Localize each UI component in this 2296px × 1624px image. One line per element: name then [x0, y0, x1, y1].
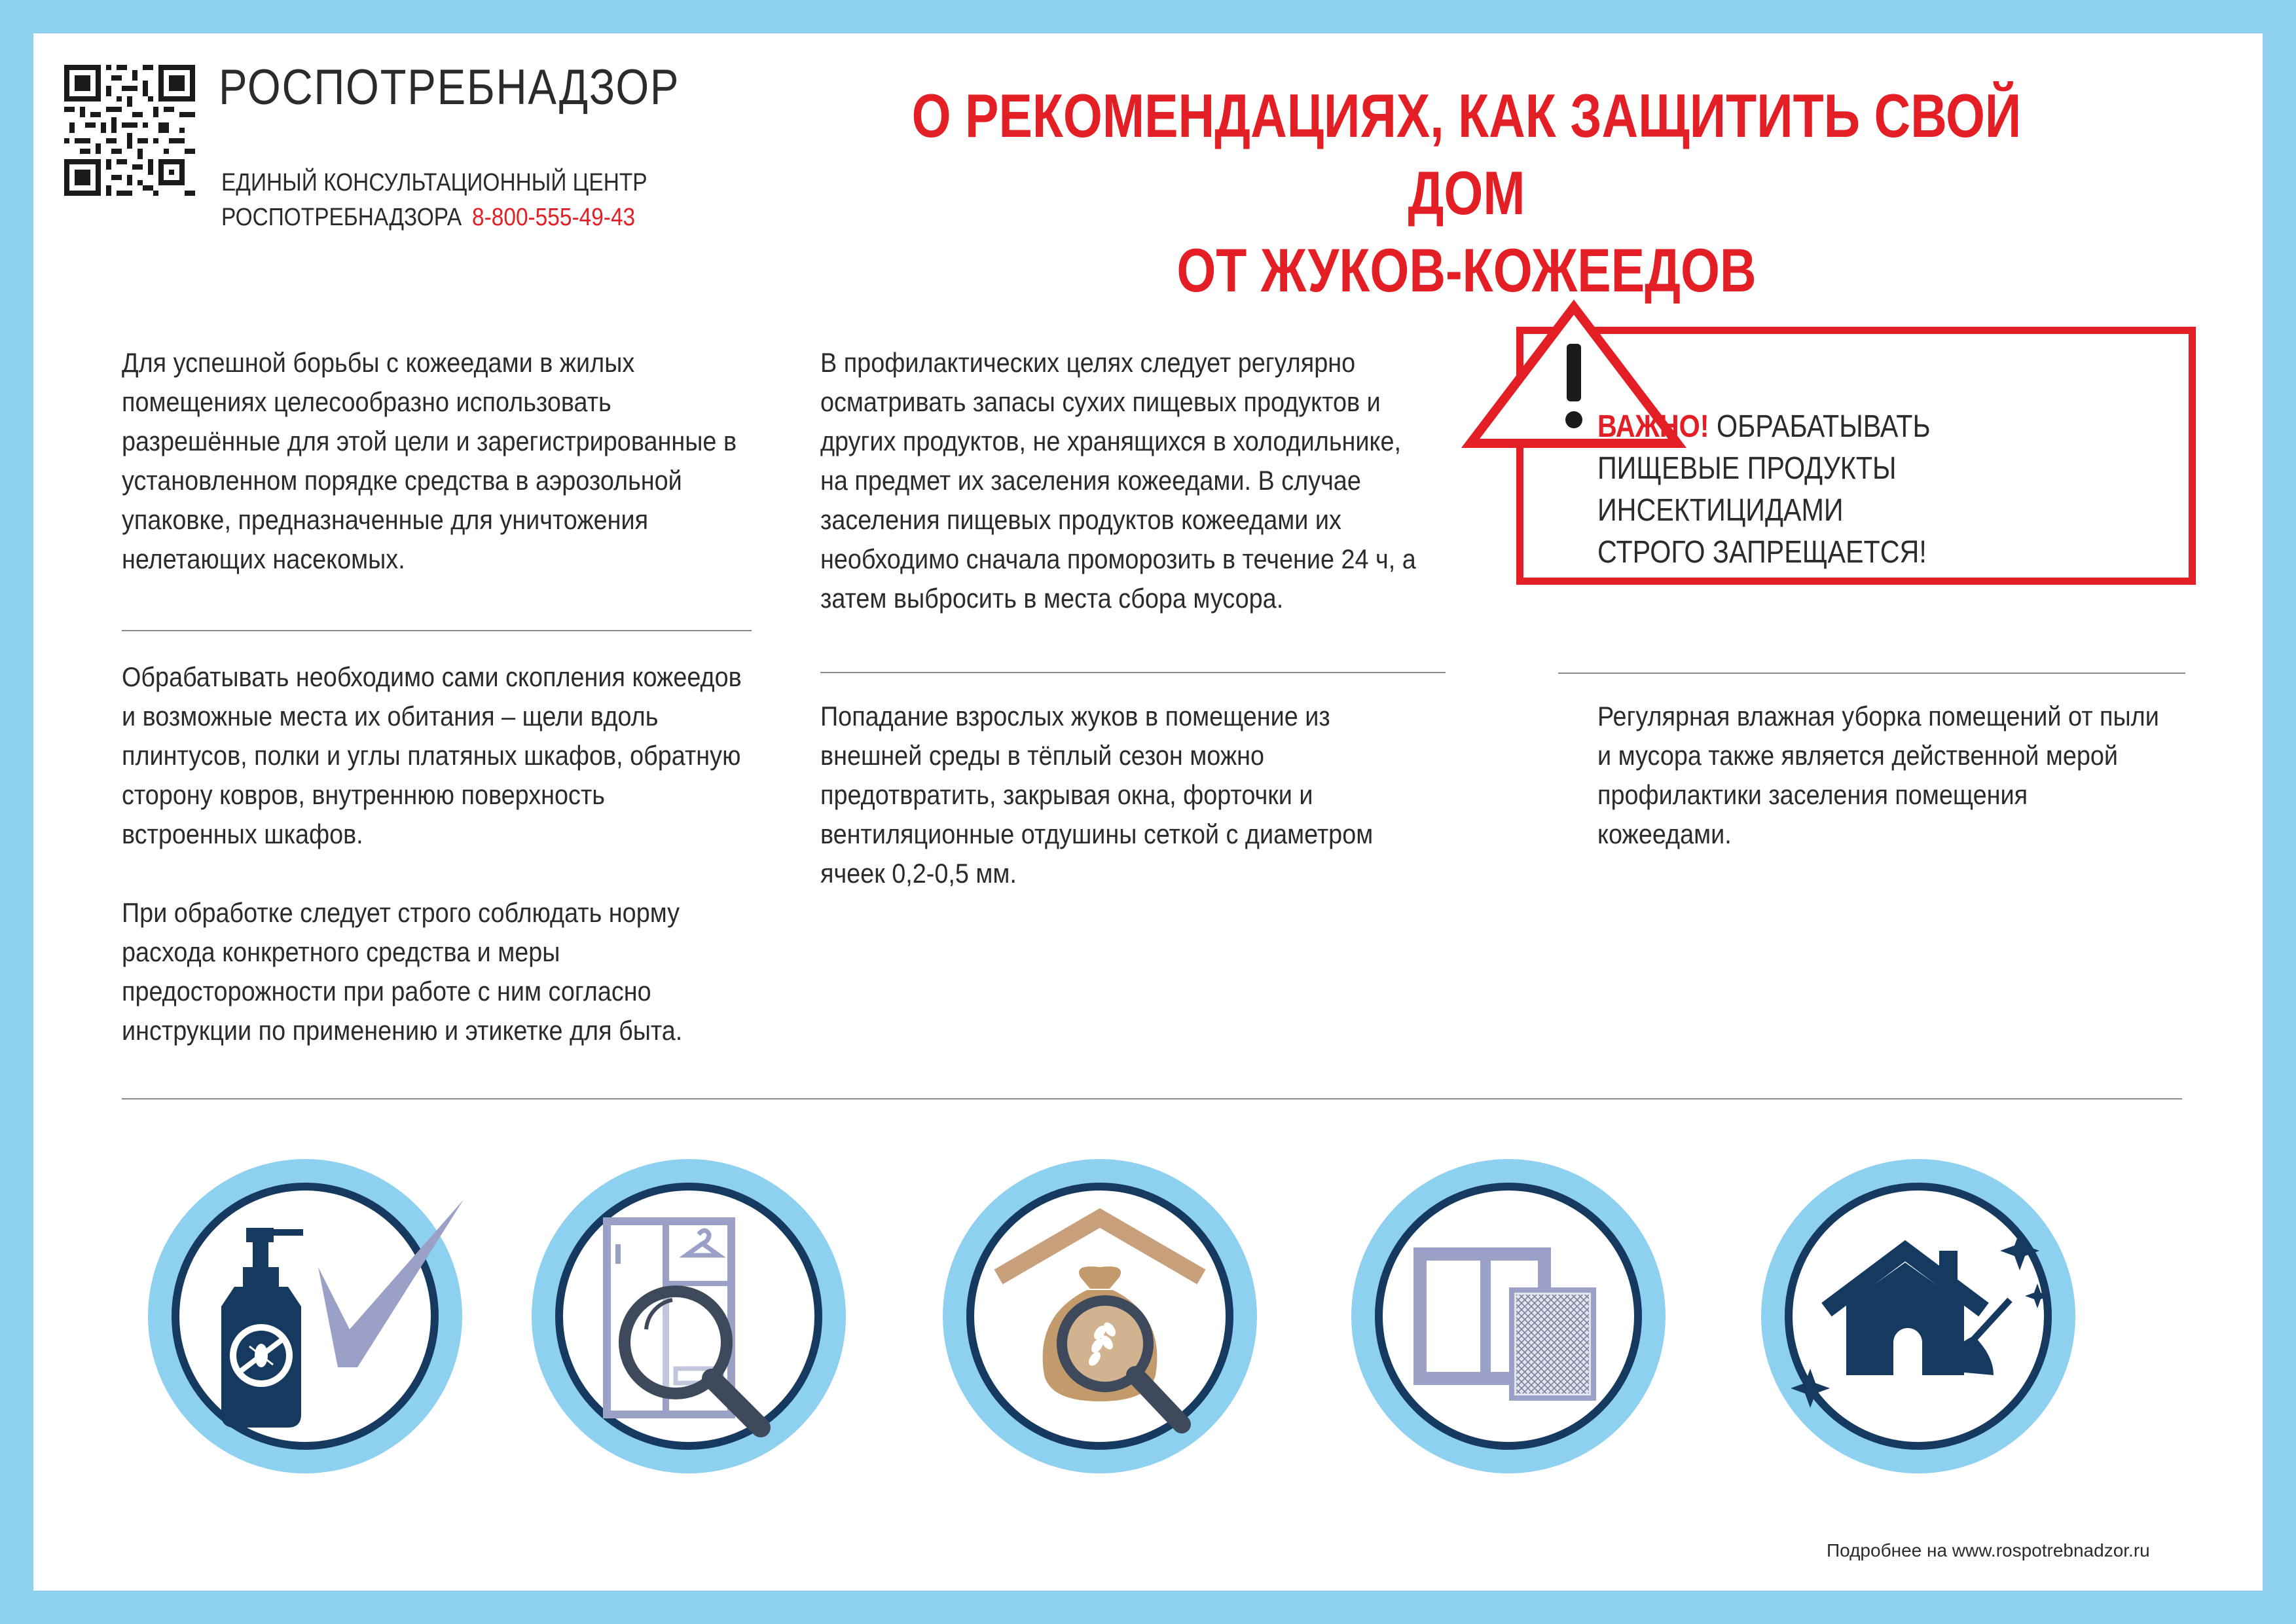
warning-text [1597, 406, 2104, 574]
right-paragraph-1: Регулярная влажная уборка помещений от пыли и мусора также является действенной мерой профилактики заселения помещения кожеедами. [1597, 701, 2159, 849]
food-sack-magnifier-icon [936, 1153, 1264, 1480]
middle-paragraph-1: В профилактических целях следует регулярно осматривать запасы сухих пищевых продуктов и других продуктов, не хранящихся в холодильнике, на предмет их заселения кожеедами. В случае заселения пищевых продуктов кожеедами их необходимо сначала проморозить в течение 24 ч, а затем выбросить в места сбора мусора. [820, 347, 1416, 614]
consult-center-line2 [221, 204, 635, 232]
insecticide-bottle-check-icon [141, 1153, 469, 1480]
divider [820, 672, 1446, 673]
divider [122, 1098, 2182, 1099]
title-line2: ОТ ЖУКОВ-КОЖЕЕДОВ [1176, 236, 1757, 304]
divider [122, 630, 752, 631]
hotline-phone[interactable]: 8-800-555-49-43 [472, 204, 636, 231]
warning-key: ВАЖНО! [1597, 409, 1709, 444]
divider [1558, 673, 2185, 674]
left-paragraph-2: Обрабатывать необходимо сами скопления кожеедов и возможные места их обитания – щели вдоль плинтусов, полки и углы платяных шкафов, обратную сторону ковров, внутреннюю поверхность встроенных шкафов. [122, 661, 742, 849]
window-mesh-icon [1345, 1153, 1672, 1480]
warning-line1: ОБРАБАТЫВАТЬ [1709, 409, 1931, 444]
qr-code-icon [64, 65, 195, 196]
footer-website-note[interactable]: Подробнее на www.rospotrebnadzor.ru [1827, 1540, 2150, 1560]
clean-house-icon [1755, 1153, 2082, 1480]
middle-paragraph-2: Попадание взрослых жуков в помещение из внешней среды в тёплый сезон можно предотвратить, закрывая окна, форточки и вентиляционные отдушины сеткой с диаметром ячеек 0,2-0,5 мм. [820, 701, 1374, 889]
consult-center-name: РОСПОТРЕБНАДЗОРА [221, 204, 462, 231]
left-paragraph-3: При обработке следует строго соблюдать норму расхода конкретного средства и меры предосторожности при работе с ним согласно инструкции по применению и этикетке для быта. [122, 897, 683, 1046]
org-name: РОСПОТРЕБНАДЗОР [219, 60, 680, 115]
warning-line3: СТРОГО ЗАПРЕЩАЕТСЯ! [1597, 535, 1927, 570]
consult-center-line1: ЕДИНЫЙ КОНСУЛЬТАЦИОННЫЙ ЦЕНТР [221, 169, 647, 196]
wardrobe-magnifier-icon [525, 1153, 852, 1480]
title-line1: О РЕКОМЕНДАЦИЯХ, КАК ЗАЩИТИТЬ СВОЙ ДОМ [911, 81, 2022, 227]
left-paragraph-1: Для успешной борьбы с кожеедами в жилых помещениях целесообразно использовать разрешённые для этой цели и зарегистрированные в установленном порядке средства в аэрозольной упаковке, предназначенные для уничтожения нелетающих насекомых. [122, 347, 737, 574]
page-title [898, 77, 2035, 309]
warning-line2: ПИЩЕВЫЕ ПРОДУКТЫ ИНСЕКТИЦИДАМИ [1597, 451, 1897, 528]
